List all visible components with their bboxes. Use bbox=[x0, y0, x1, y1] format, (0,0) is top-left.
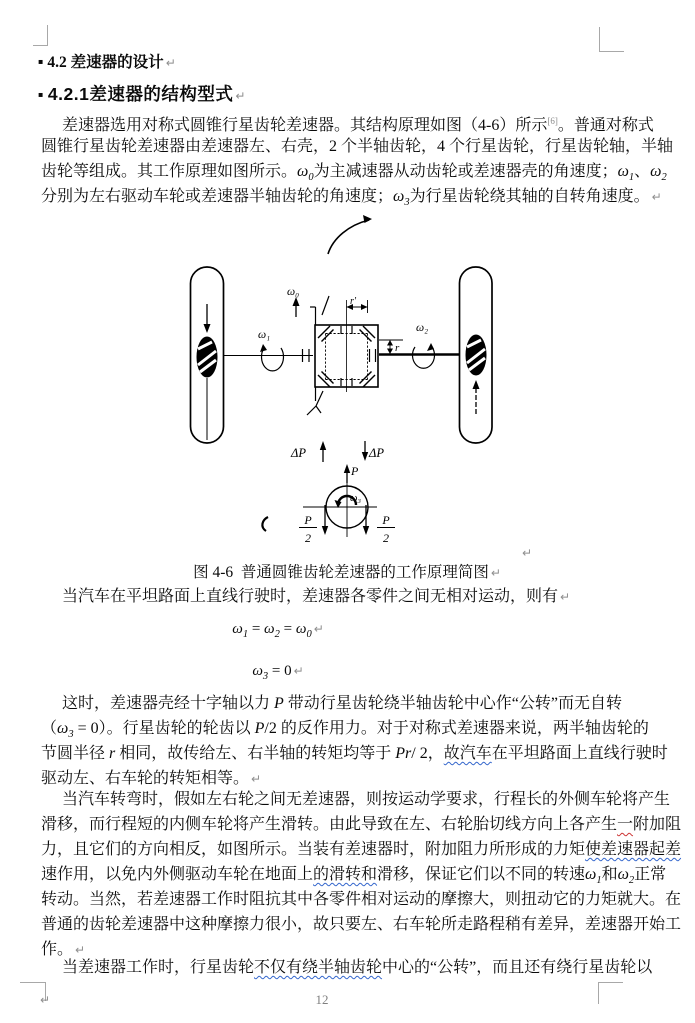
heading-4-2: ▪ 4.2 差速器的设计 ↵ bbox=[38, 54, 176, 71]
text-line: 驱动左、右车轮的转矩相等。 ↵ bbox=[41, 770, 262, 787]
crop-mark-bottom-right bbox=[598, 982, 599, 1004]
force-p-label: P bbox=[351, 464, 359, 478]
omega0-label: ω₀ bbox=[287, 286, 300, 298]
text-line: 当差速器工作时，行星齿轮不仅有绕半轴齿轮中心的“公转”，而且还有绕行星齿轮以 bbox=[62, 959, 653, 976]
paragraph-1 bbox=[41, 109, 683, 209]
crop-mark-top-left bbox=[33, 45, 48, 46]
crop-mark-top-right bbox=[599, 51, 624, 52]
crop-mark-bottom-right bbox=[598, 982, 623, 983]
footer-paragraph-mark: ↵ bbox=[40, 993, 51, 1007]
r-label: r bbox=[395, 342, 400, 354]
omega1-rotation-arc bbox=[262, 348, 284, 371]
heading-4-2-1: ▪ 4.2.1差速器的结构型式 ↵ bbox=[38, 84, 246, 104]
left-tire-mark bbox=[197, 337, 218, 378]
p-half-left-den: 2 bbox=[305, 531, 311, 545]
paragraph-4 bbox=[41, 787, 683, 962]
crop-mark-top-right bbox=[599, 27, 600, 52]
text-line: 差速器选用对称式圆锥行星齿轮差速器。其结构原理如图（4-6）所示[6]。普通对称式 bbox=[62, 116, 654, 134]
omega2-rotation-arc bbox=[413, 347, 435, 368]
omega1-label: ω₁ bbox=[258, 329, 271, 341]
figure-4-6-diagram bbox=[185, 213, 505, 560]
text-line: 速作用，以免内外侧驱动车轮在地面上的滑转和滑移，保证它们以不同的转速$\omega_1$和$\omega_2$正常 bbox=[41, 866, 667, 886]
crop-mark-top-left bbox=[47, 25, 48, 46]
text-line: 当汽车在平坦路面上直线行驶时，差速器各零件之间无相对运动，则有 ↵ bbox=[62, 588, 571, 605]
omega2-label: ω₂ bbox=[416, 322, 429, 334]
text-line: 圆锥行星齿轮差速器由差速器左、右壳，2 个半轴齿轮，4 个行星齿轮，行星齿轮轴，半轴 bbox=[41, 138, 674, 155]
text-line: 分别为左右驱动车轮或差速器半轴齿轮的角速度；$\omega_3$为行星齿轮绕其轴的自转角速度。 ↵ bbox=[41, 188, 662, 208]
delta-p-left-label: ΔP bbox=[291, 446, 306, 460]
page-number: 12 bbox=[315, 992, 329, 1007]
text-line: 这时，差速器壳经十字轴以力 P 带动行星齿轮绕半轴齿轮中心作“公转”而无自转 bbox=[62, 695, 623, 712]
text-line: 普通的齿轮差速器中这种摩擦力很小，故只要左、右车轮所走路程稍有差异，差速器开始工 bbox=[41, 916, 682, 933]
text-line: 节圆半径 r 相同，故传给左、右半轴的转矩均等于 Pr/ 2，故汽车在平坦路面上直线行驶时 bbox=[41, 745, 668, 762]
rotation-direction-arrow bbox=[328, 220, 369, 254]
p-half-right-den: 2 bbox=[383, 531, 389, 545]
r-prime-label: r′ bbox=[350, 296, 357, 307]
text-line: 作。 ↵ bbox=[41, 941, 86, 958]
paragraph-mark: ↵ bbox=[522, 546, 533, 560]
paragraph-3 bbox=[41, 691, 683, 791]
p-half-right-num: P bbox=[382, 513, 390, 527]
paragraph-5 bbox=[41, 955, 683, 980]
equation-omega-equal: $\omega_1 = \omega_2 = \omega_0$ ↵ bbox=[232, 621, 324, 640]
paragraph-2 bbox=[41, 584, 683, 609]
p-half-left-num: P bbox=[304, 513, 312, 527]
text-line: 滑移，而行程短的内侧车轮将产生滑转。由此导致在左、右轮胎切线方向上各产生一附加阻 bbox=[41, 816, 682, 833]
figure-caption: 图 4-6 普通圆锥齿轮差速器的工作原理简图 ↵ bbox=[193, 564, 501, 581]
anchor-hook bbox=[262, 517, 268, 531]
crop-mark-bottom-left bbox=[20, 982, 46, 983]
text-line: 齿轮等组成。其工作原理如图所示。$\omega_0$为主减速器从动齿轮或差速器壳的角速度；$\omega_1$、$\omega_2$ bbox=[41, 163, 667, 183]
text-line: $(\omega_3 = 0)$。行星齿轮的轮齿以 P/2 的反作用力。对于对称式差速器来说，两半轴齿轮的 bbox=[41, 720, 649, 740]
omega3-label: ω₃ bbox=[350, 493, 362, 504]
text-line: 力，且它们的方向相反，如图所示。当装有差速器时，附加阻力所形成的力矩使差速器起差 bbox=[41, 841, 682, 858]
equation-omega3-zero: $\omega_3 = 0$ ↵ bbox=[252, 663, 304, 682]
text-line: 当汽车转弯时，假如左右轮之间无差速器，则按运动学要求，行程长的外侧车轮将产生 bbox=[62, 791, 671, 808]
delta-p-right-label: ΔP bbox=[369, 446, 384, 460]
right-tire-mark bbox=[466, 335, 487, 376]
text-line: 转动。当然，若差速器工作时阻抗其中各零件相对运动的摩擦大，则扭动它的力矩就大。在 bbox=[41, 891, 682, 908]
